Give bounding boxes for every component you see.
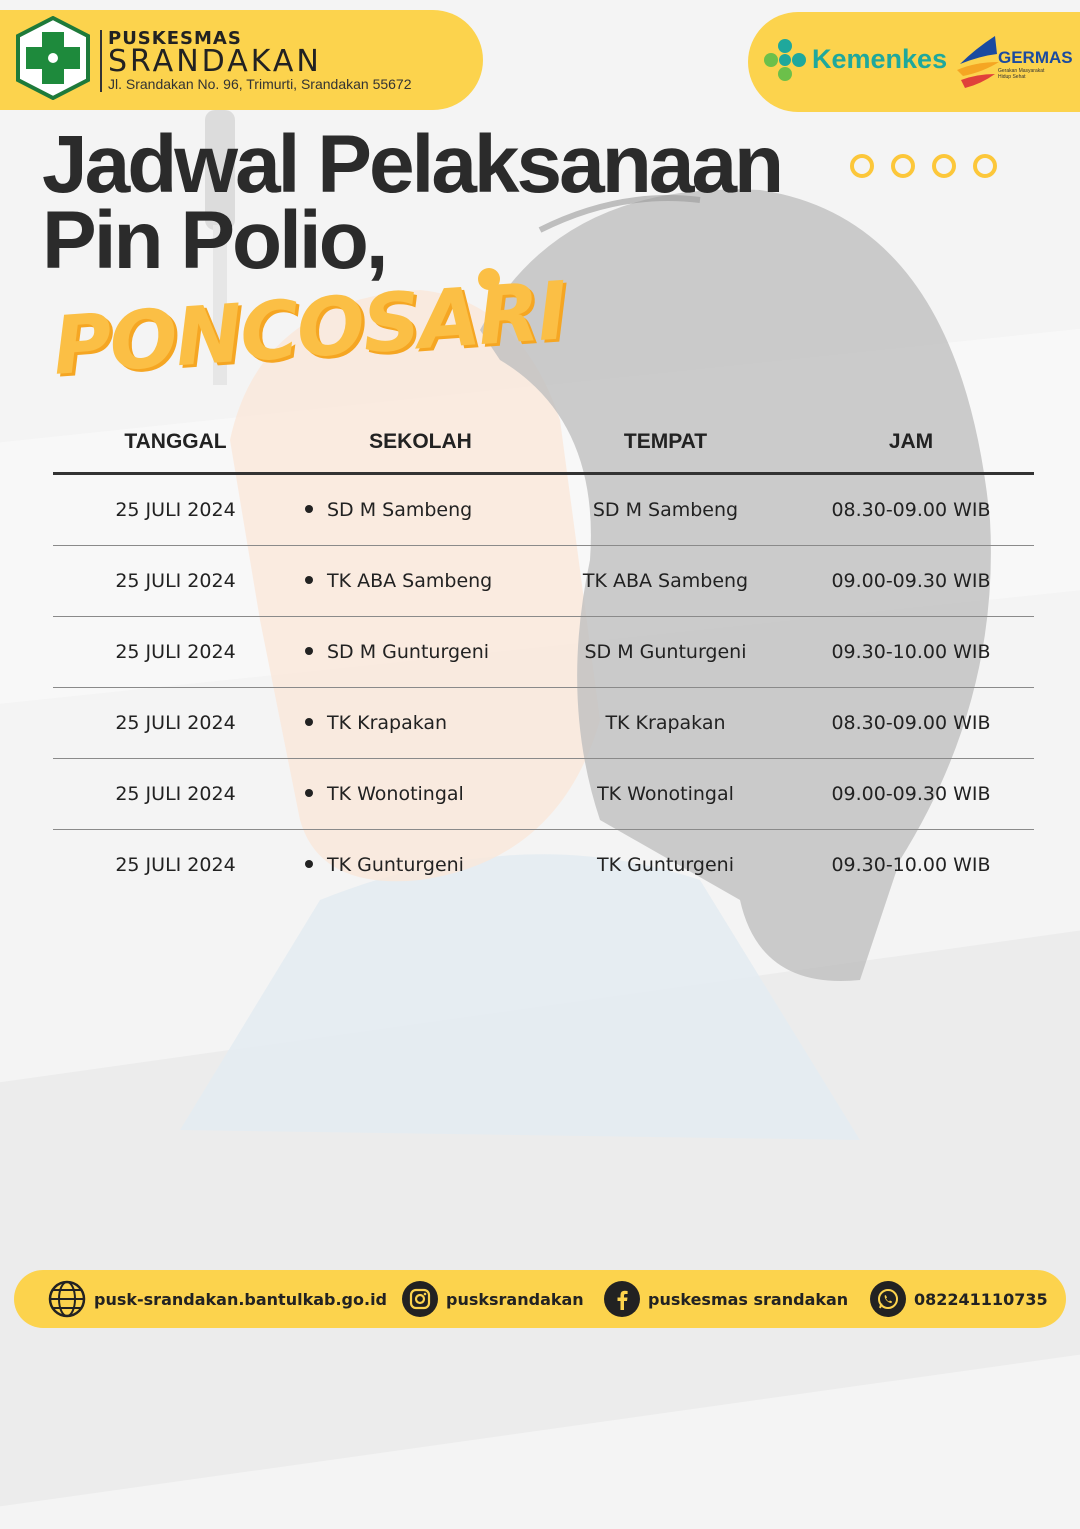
cell-tempat: TK Krapakan <box>605 712 726 734</box>
schedule-table <box>53 418 1034 900</box>
germas-label: GERMAS <box>998 48 1073 67</box>
sekolah-text: TK Wonotingal <box>327 783 464 805</box>
cell-tanggal: 25 JULI 2024 <box>115 783 236 805</box>
cell-tanggal: 25 JULI 2024 <box>115 570 236 592</box>
sekolah-text: TK Krapakan <box>327 712 448 734</box>
cell-sekolah <box>298 712 543 734</box>
header-divider <box>100 30 102 92</box>
header-sekolah: SEKOLAH <box>369 430 472 453</box>
table-header-row <box>53 418 1034 466</box>
instagram-text: pusksrandakan <box>446 1289 584 1309</box>
facebook-text: puskesmas srandakan <box>648 1289 849 1309</box>
cell-tanggal: 25 JULI 2024 <box>115 641 236 663</box>
sekolah-text: TK Gunturgeni <box>327 854 464 876</box>
page-title-line2: Pin Polio, <box>42 195 386 286</box>
cell-tanggal: 25 JULI 2024 <box>115 499 236 521</box>
whatsapp-icon <box>870 1281 906 1317</box>
table-row <box>53 688 1034 759</box>
footer-website[interactable] <box>48 1270 387 1328</box>
germas-sublabel: Gerakan Masyarakat Hidup Sehat <box>998 68 1045 80</box>
footer-whatsapp[interactable] <box>870 1270 1048 1328</box>
bullet-icon <box>305 718 313 726</box>
bullet-icon <box>305 789 313 797</box>
sekolah-text: SD M Gunturgeni <box>327 641 490 663</box>
cell-jam: 09.00-09.30 WIB <box>831 783 991 805</box>
footer-facebook[interactable] <box>604 1270 848 1328</box>
facebook-icon <box>604 1281 640 1317</box>
cell-tempat: SD M Gunturgeni <box>584 641 747 663</box>
circle-dot <box>891 154 915 178</box>
cell-tempat: SD M Sambeng <box>592 499 739 521</box>
footer-instagram[interactable] <box>402 1270 584 1328</box>
table-row <box>53 759 1034 830</box>
kemenkes-label: Kemenkes <box>812 44 948 74</box>
globe-icon <box>48 1280 86 1318</box>
table-row <box>53 830 1034 900</box>
contact-footer <box>14 1270 1066 1328</box>
circle-dot <box>973 154 997 178</box>
germas-logo-icon <box>955 34 1000 89</box>
bullet-icon <box>305 647 313 655</box>
cell-tempat: TK Wonotingal <box>597 783 734 805</box>
cell-sekolah <box>298 783 543 805</box>
bullet-icon <box>305 860 313 868</box>
whatsapp-text: 082241110735 <box>914 1289 1048 1309</box>
bullet-icon <box>305 505 313 513</box>
sekolah-text: SD M Sambeng <box>327 499 473 521</box>
sekolah-text: TK ABA Sambeng <box>327 570 493 592</box>
cell-tanggal: 25 JULI 2024 <box>115 712 236 734</box>
cell-sekolah <box>298 641 543 663</box>
table-row <box>53 475 1034 546</box>
cell-sekolah <box>298 499 543 521</box>
cell-jam: 08.30-09.00 WIB <box>831 712 991 734</box>
cell-jam: 09.30-10.00 WIB <box>831 854 991 876</box>
cell-tempat: TK Gunturgeni <box>597 854 734 876</box>
bullet-icon <box>305 576 313 584</box>
org-name: SRANDAKAN <box>108 44 322 79</box>
circle-dot <box>850 154 874 178</box>
header-tanggal: TANGGAL <box>124 430 227 453</box>
cell-sekolah <box>298 570 543 592</box>
cell-jam: 09.00-09.30 WIB <box>831 570 991 592</box>
instagram-icon <box>402 1281 438 1317</box>
website-text: pusk-srandakan.bantulkab.go.id <box>94 1289 387 1309</box>
location-subtitle: PONCOSARI <box>50 264 569 393</box>
header-tempat: TEMPAT <box>623 430 708 453</box>
cell-jam: 08.30-09.00 WIB <box>831 499 991 521</box>
circle-dot <box>932 154 956 178</box>
org-address: Jl. Srandakan No. 96, Trimurti, Srandakan 55672 <box>108 76 412 92</box>
page-title-line1: Jadwal Pelaksanaan <box>42 119 782 210</box>
kemenkes-logo-icon <box>763 38 807 82</box>
cell-jam: 09.30-10.00 WIB <box>831 641 991 663</box>
cell-sekolah <box>298 854 543 876</box>
puskesmas-logo <box>14 16 92 100</box>
header-jam: JAM <box>888 430 934 453</box>
cell-tanggal: 25 JULI 2024 <box>115 854 236 876</box>
table-row <box>53 546 1034 617</box>
cell-tempat: TK ABA Sambeng <box>582 570 749 592</box>
table-row <box>53 617 1034 688</box>
decorative-dots <box>850 154 1014 182</box>
org-type: PUSKESMAS <box>108 28 242 49</box>
